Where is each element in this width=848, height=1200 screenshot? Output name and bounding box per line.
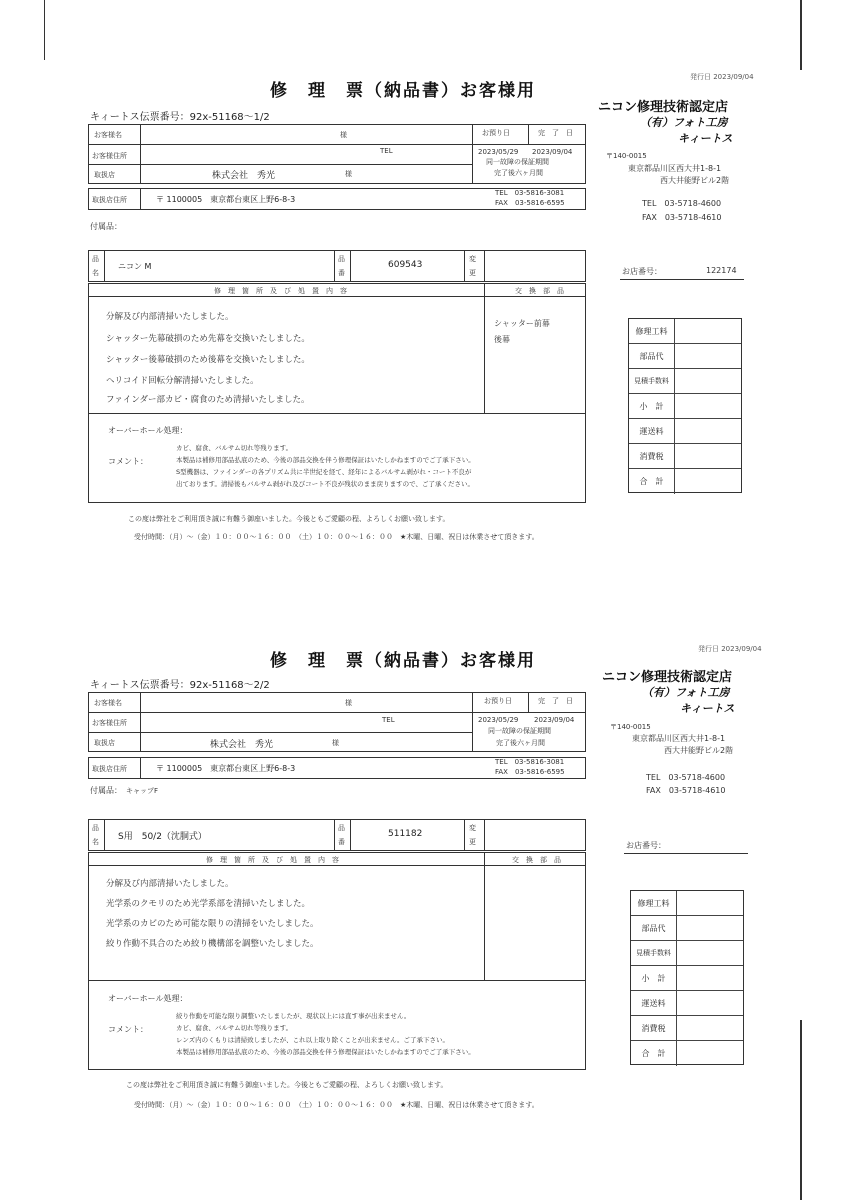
shop-tel: TEL 03-5718-4600 <box>642 199 722 208</box>
page-title: 修 理 票（納品書）お客様用 <box>270 81 536 101</box>
repair-slip-2 <box>0 600 848 1200</box>
fee-label: 小 計 <box>631 966 677 991</box>
dealer-address-label: 取扱店住所 <box>92 196 127 204</box>
fee-row <box>631 1016 743 1041</box>
product-name: ニコン M <box>118 262 152 271</box>
fee-row <box>631 991 743 1016</box>
work-line: シャッター後幕破損のため後幕を交換いたしました。 <box>106 355 310 365</box>
fee-label: 部品代 <box>629 344 675 369</box>
fee-label: 修理工料 <box>629 319 675 344</box>
comment-line: 本製品は補修用部品払底のため、今後の部品交換を伴う修理保証はいたしかねますのでご了承下さい。 <box>176 456 475 464</box>
fee-label: 部品代 <box>631 916 677 941</box>
shop-address-2: 西大井能野ビル2階 <box>664 746 734 755</box>
hours-line: 受付時間：（月）〜（金）１０：００〜１６：００ （土）１０：００〜１６：００ ★木曜、日曜、祝日は休業させて頂きます。 <box>134 1101 539 1109</box>
dealer-suffix: 様 <box>345 170 352 178</box>
receipt-label: お預り日 <box>482 129 510 137</box>
dealer-address: 〒 1100005 東京都台東区上野6-8-3 <box>156 764 296 773</box>
dealer-tel: TEL 03-5816-3081 <box>495 758 565 766</box>
fee-row <box>631 941 743 966</box>
comment-line: カビ、腐食、バルサム切れ等残ります。 <box>176 444 293 452</box>
parts-line: 後幕 <box>494 335 510 344</box>
fee-label: 小 計 <box>629 394 675 419</box>
product-label-2: 名 <box>92 838 99 846</box>
product-label: 品 <box>92 824 99 832</box>
warranty-value: 完了後六ヶ月間 <box>494 169 543 177</box>
complete-date: 2023/09/04 <box>534 716 575 724</box>
comment-label: コメント： <box>108 1025 148 1034</box>
dealer-label: 取扱店 <box>94 739 115 747</box>
work-line: 分解及び内部清掃いたしました。 <box>106 879 234 889</box>
dealer-suffix: 様 <box>332 739 339 747</box>
slip-number: キィートス伝票番号：92x-51168〜1/2 <box>90 112 270 123</box>
hours-line: 受付時間：（月）〜（金）１０：００〜１６：００ （土）１０：００〜１６：００ ★木曜、日曜、祝日は休業させて頂きます。 <box>134 533 539 541</box>
thanks-line: この度は弊社をご利用頂き誠に有難う御座いました。今後ともご愛顧の程、よろしくお願い致します。 <box>128 515 450 523</box>
shop-title: ニコン修理技術認定店 <box>598 100 729 115</box>
store-number: 122174 <box>706 266 737 275</box>
shop-zip: 〒140-0015 <box>610 723 651 731</box>
comment-line: 出ております。清掃後もバルサム剥がれ及びコート不良が残状のまま戻りますので、ご了承ください。 <box>176 480 475 488</box>
store-number-label: お店番号： <box>622 267 662 276</box>
shop-subtitle-2: キィートス <box>680 702 735 715</box>
work-header: 修 理 箇 所 及 び 処 置 内 容 <box>214 287 347 295</box>
product-label: 品 <box>92 255 99 263</box>
complete-label: 完 了 日 <box>538 697 573 705</box>
warranty-value: 完了後六ヶ月間 <box>496 739 545 747</box>
shop-address-1: 東京都品川区西大井1-8-1 <box>632 734 726 743</box>
customer-name-label: お客様名 <box>94 131 122 139</box>
serial-label-2: 番 <box>338 269 345 277</box>
work-header: 修 理 箇 所 及 び 処 置 内 容 <box>206 856 339 864</box>
fee-table <box>630 890 744 1065</box>
fee-row <box>629 444 741 469</box>
complete-label: 完 了 日 <box>538 129 573 137</box>
warranty-label: 同一故障の保証期間 <box>488 727 551 735</box>
customer-name-suffix: 様 <box>340 131 347 139</box>
overhaul-label: オーバーホール処理： <box>108 426 188 435</box>
fee-label: 運送料 <box>629 419 675 444</box>
change-label-2: 更 <box>469 838 476 846</box>
fee-row <box>631 891 743 916</box>
shop-title: ニコン修理技術認定店 <box>602 670 733 685</box>
work-line: シャッター先幕破損のため先幕を交換いたしました。 <box>106 334 310 344</box>
work-line: ファインダー部カビ・腐食のため清掃いたしました。 <box>106 395 310 405</box>
fee-label: 合 計 <box>629 469 675 494</box>
change-label: 変 <box>469 824 476 832</box>
customer-name-suffix: 様 <box>345 699 352 707</box>
issue-date: 発行日 2023/09/04 <box>690 73 754 81</box>
fee-row <box>629 369 741 394</box>
comment-line: 本製品は補修用部品払底のため、今後の部品交換を伴う修理保証はいたしかねますのでご了承下さい。 <box>176 1048 475 1056</box>
complete-date: 2023/09/04 <box>532 148 573 156</box>
shop-address-1: 東京都品川区西大井1-8-1 <box>628 164 722 173</box>
product-name: S用 50/2（沈胴式） <box>118 832 207 842</box>
comment-line: カビ、腐食、バルサム切れ等残ります。 <box>176 1024 293 1032</box>
serial-number: 609543 <box>388 260 423 270</box>
parts-header: 交 換 部 品 <box>515 287 564 295</box>
change-label: 変 <box>469 255 476 263</box>
shop-subtitle: （有）フォト工房 <box>640 116 728 129</box>
shop-subtitle: （有）フォト工房 <box>642 686 730 699</box>
fee-label: 合 計 <box>631 1041 677 1066</box>
accessories-value: キャップF <box>126 787 159 795</box>
fee-label: 運送料 <box>631 991 677 1016</box>
dealer-address: 〒 1100005 東京都台東区上野6-8-3 <box>156 195 296 204</box>
comment-line: 絞り作動を可能な限り調整いたしましたが、現状以上には直す事が出来ません。 <box>176 1012 411 1020</box>
receipt-date: 2023/05/29 <box>478 148 519 156</box>
dealer-address-label: 取扱店住所 <box>92 765 127 773</box>
comment-line: レンズ内のくもりは清掃致しましたが、これ以上取り除くことが出来ません。ご了承下さい。 <box>176 1036 450 1044</box>
fee-row <box>631 1041 743 1066</box>
fee-label: 見積手数料 <box>629 369 675 394</box>
shop-address-2: 西大井能野ビル2階 <box>660 176 730 185</box>
serial-label: 品 <box>338 824 345 832</box>
customer-address-label: お客様住所 <box>92 152 127 160</box>
parts-header: 交 換 部 品 <box>512 856 561 864</box>
shop-fax: FAX 03-5718-4610 <box>646 786 726 795</box>
fee-row <box>629 419 741 444</box>
work-line: 絞り作動不具合のため絞り機構部を調整いたしました。 <box>106 939 319 949</box>
customer-address-label: お客様住所 <box>92 719 127 727</box>
fee-row <box>631 966 743 991</box>
warranty-label: 同一故障の保証期間 <box>486 158 549 166</box>
page-title: 修 理 票（納品書）お客様用 <box>270 651 536 671</box>
receipt-label: お預り日 <box>484 697 512 705</box>
fee-label: 見積手数料 <box>631 941 677 966</box>
shop-zip: 〒140-0015 <box>606 152 647 160</box>
work-line: ヘリコイド回転分解清掃いたしました。 <box>106 376 259 386</box>
comment-line: S型機器は、ファインダーの各プリズム共に半世紀を経て、経年によるバルサム剥がれ・コート不良が <box>176 468 472 476</box>
accessories-label: 付属品： <box>90 786 122 795</box>
overhaul-label: オーバーホール処理： <box>108 994 188 1003</box>
slip-number: キィートス伝票番号：92x-51168〜2/2 <box>90 680 270 691</box>
fee-row <box>629 469 741 494</box>
dealer-fax: FAX 03-5816-6595 <box>495 199 565 207</box>
comment-label: コメント： <box>108 457 148 466</box>
work-line: 分解及び内部清掃いたしました。 <box>106 312 234 322</box>
accessories-label: 付属品： <box>90 222 122 231</box>
thanks-line: この度は弊社をご利用頂き誠に有難う御座いました。今後ともご愛顧の程、よろしくお願い致します。 <box>126 1081 448 1089</box>
shop-fax: FAX 03-5718-4610 <box>642 213 722 222</box>
product-row <box>88 250 586 282</box>
fee-table <box>628 318 742 493</box>
product-label-2: 名 <box>92 269 99 277</box>
fee-row <box>631 916 743 941</box>
parts-line: シャッター前幕 <box>494 319 550 328</box>
dealer-name: 株式会社 秀光 <box>212 171 276 181</box>
shop-tel: TEL 03-5718-4600 <box>646 773 726 782</box>
fee-label: 消費税 <box>629 444 675 469</box>
shop-subtitle-2: キィートス <box>678 132 733 145</box>
dealer-tel: TEL 03-5816-3081 <box>495 189 565 197</box>
store-number-label: お店番号： <box>626 841 666 850</box>
fee-row <box>629 344 741 369</box>
fee-label: 修理工料 <box>631 891 677 916</box>
fee-label: 消費税 <box>631 1016 677 1041</box>
dealer-fax: FAX 03-5816-6595 <box>495 768 565 776</box>
serial-label: 品 <box>338 255 345 263</box>
customer-name-label: お客様名 <box>94 699 122 707</box>
customer-tel-label: TEL <box>382 716 395 724</box>
receipt-date: 2023/05/29 <box>478 716 519 724</box>
work-line: 光学系のクモリのため光学系部を清掃いたしました。 <box>106 899 311 909</box>
dealer-name: 株式会社 秀光 <box>210 740 274 750</box>
issue-date: 発行日 2023/09/04 <box>698 645 762 653</box>
change-label-2: 更 <box>469 269 476 277</box>
fee-row <box>629 394 741 419</box>
serial-number: 511182 <box>388 829 423 839</box>
serial-label-2: 番 <box>338 838 345 846</box>
customer-tel-label: TEL <box>380 147 393 155</box>
dealer-label: 取扱店 <box>94 171 115 179</box>
fee-row <box>629 319 741 344</box>
work-line: 光学系のカビのため可能な限りの清掃をいたしました。 <box>106 919 319 929</box>
